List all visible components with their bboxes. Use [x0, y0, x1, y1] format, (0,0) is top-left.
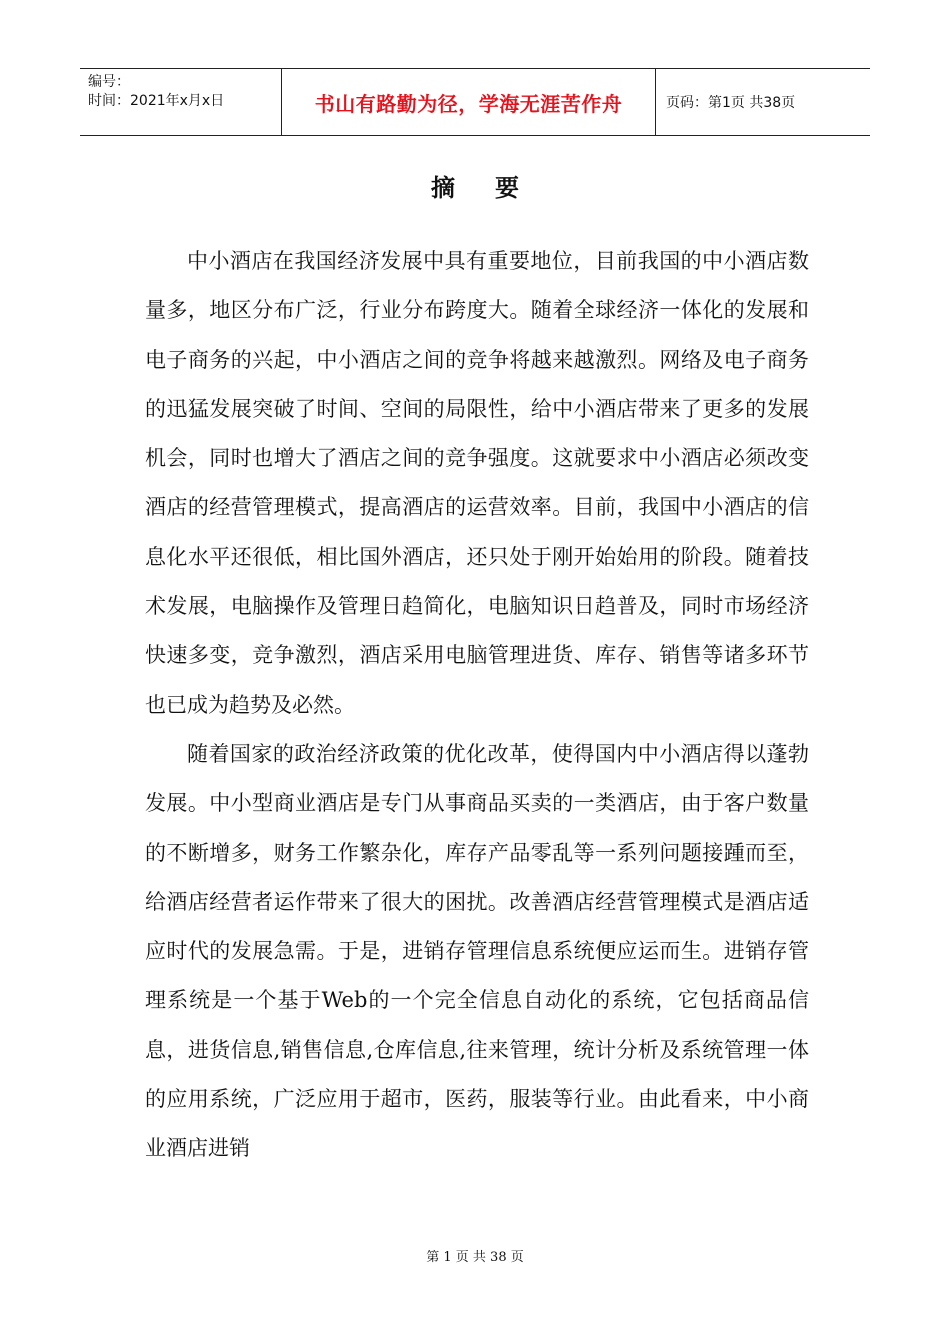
- document-header: [80, 68, 870, 136]
- header-date-label: 时间：2021年x月x日: [88, 93, 225, 109]
- paragraph-2: 随着国家的政治经济政策的优化改革，使得国内中小酒店得以蓬勃发展。中小型商业酒店是专门从事商品买卖的一类酒店，由于客户数量的不断增多，财务工作繁杂化，库存产品零乱等一系列问题接踵而至，给酒店经营者运作带来了很大的困扰。改善酒店经营管理模式是酒店适应时代的发展急需。于是，进销存管理信息系统便应运而生。进销存管理系统是一个基于Web的一个完全信息自动化的系统，它包括商品信息，进货信息,销售信息,仓库信息,往来管理，统计分析及系统管理一体的应用系统，广泛应用于超市，医药，服装等行业。由此看来，中小商业酒店进销: [145, 741, 809, 1161]
- header-id-label: 编号：: [88, 74, 130, 90]
- header-motto-cell: [282, 69, 656, 135]
- header-page-cell: [656, 69, 870, 135]
- paragraph-1: 中小酒店在我国经济发展中具有重要地位，目前我国的中小酒店数量多，地区分布广泛，行业分布跨度大。随着全球经济一体化的发展和电子商务的兴起，中小酒店之间的竞争将越来越激烈。网络及电子商务的迅猛发展突破了时间、空间的局限性，给中小酒店带来了更多的发展机会，同时也增大了酒店之间的竞争强度。这就要求中小酒店必须改变酒店的经营管理模式，提高酒店的运营效率。目前，我国中小酒店的信息化水平还很低，相比国外酒店，还只处于刚开始始用的阶段。随着技术发展，电脑操作及管理日趋简化，电脑知识日趋普及，同时市场经济快速多变，竞争激烈，酒店采用电脑管理进货、库存、销售等诸多环节也已成为趋势及必然。: [145, 249, 809, 717]
- page-footer: 第 1 页 共 38 页: [426, 1250, 524, 1265]
- header-meta-cell: [80, 69, 282, 135]
- header-motto: 书山有路勤为径，学海无涯苦作舟: [314, 91, 623, 116]
- header-page-info: 页码：第1页 共38页: [666, 95, 796, 111]
- document-body: [145, 237, 809, 1174]
- page-title: 摘要: [431, 174, 559, 202]
